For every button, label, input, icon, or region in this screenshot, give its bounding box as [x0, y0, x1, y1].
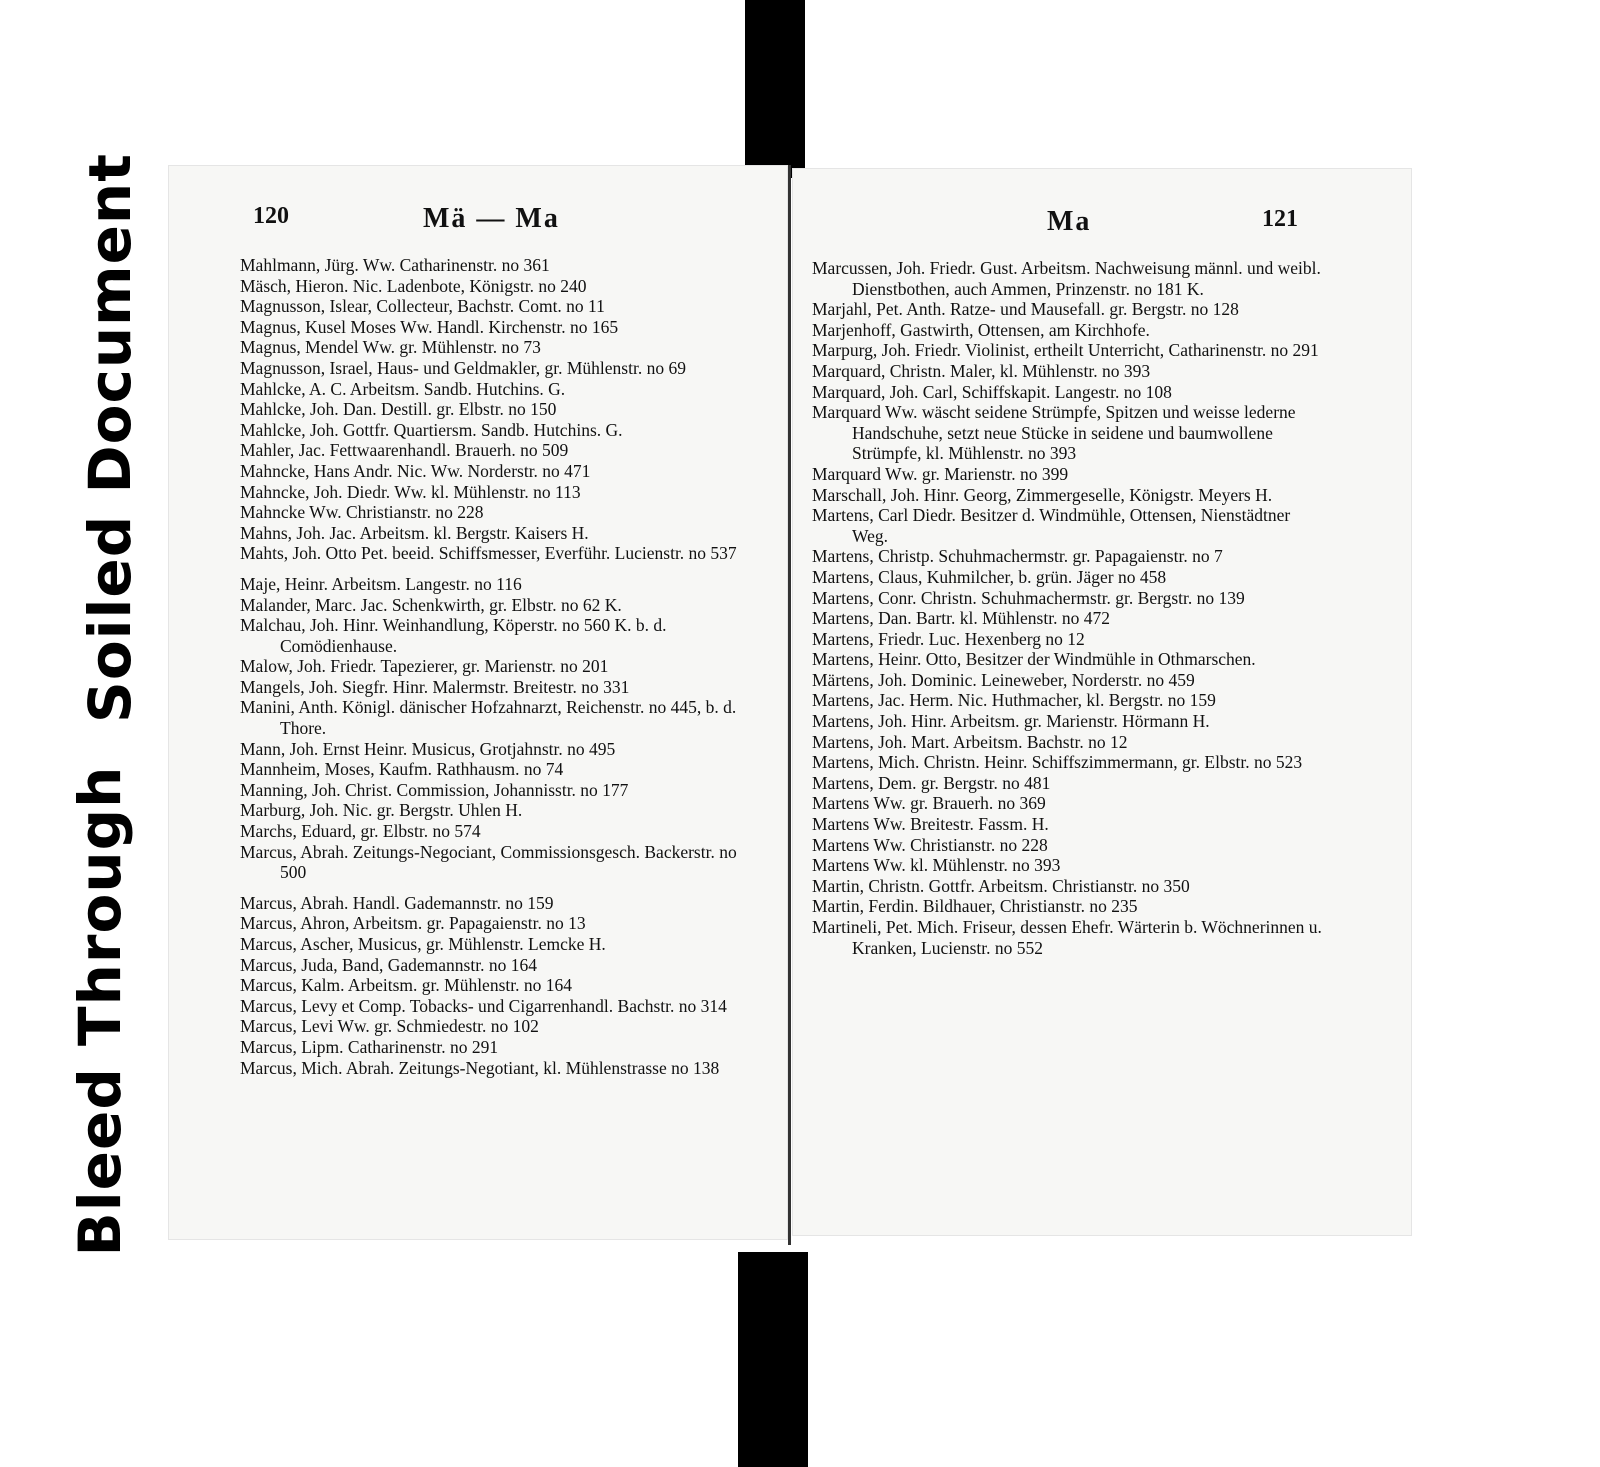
- directory-entry: Martens, Dem. gr. Bergstr. no 481: [812, 772, 1051, 793]
- directory-entry: Mahlcke, Joh. Gottfr. Quartiersm. Sandb. Hutchins. G.: [240, 419, 623, 440]
- directory-entry: Mäsch, Hieron. Nic. Ladenbote, Königstr. no 240: [240, 275, 587, 296]
- directory-entry: Marcus, Lipm. Catharinenstr. no 291: [240, 1036, 499, 1057]
- directory-entry: Manini, Anth. Königl. dänischer Hofzahnarzt, Reichenstr. no 445, b. d. Thore.: [240, 697, 737, 739]
- side-label-bottom: [45, 765, 155, 1257]
- binding-bar-top: [745, 0, 805, 178]
- directory-entry: Martens, Joh. Hinr. Arbeitsm. gr. Marienstr. Hörmann H.: [812, 711, 1210, 732]
- directory-entry: Mahler, Jac. Fettwaarenhandl. Brauerh. no 509: [240, 440, 569, 461]
- right-page-number: 121: [1262, 206, 1298, 232]
- directory-entry: Magnusson, Islear, Collecteur, Bachstr. Comt. no 11: [240, 296, 605, 317]
- bleed-through-label: Bleed Through: [66, 765, 134, 1257]
- directory-entry: Marcus, Abrah. Handl. Gademannstr. no 159: [240, 892, 554, 913]
- right-entry-list: [812, 258, 1322, 958]
- directory-entry: Martens Ww. kl. Mühlenstr. no 393: [812, 855, 1061, 876]
- directory-entry: Malander, Marc. Jac. Schenkwirth, gr. Elbstr. no 62 K.: [240, 594, 622, 615]
- right-page: [792, 168, 1412, 1236]
- directory-entry: Mahncke Ww. Christianstr. no 228: [240, 502, 484, 523]
- directory-entry: Martens, Friedr. Luc. Hexenberg no 12: [812, 628, 1085, 649]
- directory-entry: Mahts, Joh. Otto Pet. beeid. Schiffsmesser, Everführ. Lucienstr. no 537: [240, 543, 737, 564]
- left-page: [168, 165, 788, 1240]
- directory-entry: Magnus, Mendel Ww. gr. Mühlenstr. no 73: [240, 337, 541, 358]
- directory-entry: Martens, Claus, Kuhmilcher, b. grün. Jäger no 458: [812, 566, 1167, 587]
- directory-entry: Marchs, Eduard, gr. Elbstr. no 574: [240, 821, 481, 842]
- directory-entry: Mahlcke, A. C. Arbeitsm. Sandb. Hutchins. G.: [240, 378, 566, 399]
- directory-entry: Martens, Christp. Schuhmachermstr. gr. Papagaienstr. no 7: [812, 546, 1223, 567]
- right-page-header: [792, 206, 1412, 246]
- side-label-top: [55, 152, 165, 723]
- directory-entry: Marburg, Joh. Nic. gr. Bergstr. Uhlen H.: [240, 800, 523, 821]
- directory-entry: Marcus, Levi Ww. gr. Schmiedestr. no 102: [240, 1016, 539, 1037]
- directory-entry: Martens, Joh. Mart. Arbeitsm. Bachstr. no 12: [812, 731, 1128, 752]
- directory-entry: Marcus, Abrah. Zeitungs-Negociant, Commissionsgesch. Backerstr. no 500: [240, 841, 737, 883]
- directory-entry: Mann, Joh. Ernst Heinr. Musicus, Grotjahnstr. no 495: [240, 738, 616, 759]
- directory-entry: Marcus, Ascher, Musicus, gr. Mühlenstr. Lemcke H.: [240, 934, 606, 954]
- directory-entry: Martin, Christn. Gottfr. Arbeitsm. Christianstr. no 350: [812, 875, 1190, 896]
- directory-entry: Mahncke, Hans Andr. Nic. Ww. Norderstr. no 471: [240, 460, 591, 481]
- left-page-header: [168, 203, 788, 243]
- right-running-head: Ma: [1047, 206, 1092, 237]
- directory-entry: Mahns, Joh. Jac. Arbeitsm. kl. Bergstr. Kaisers H.: [240, 522, 589, 543]
- directory-entry: Marquard, Christn. Maler, kl. Mühlenstr. no 393: [812, 360, 1151, 381]
- directory-entry: Mahlmann, Jürg. Ww. Catharinenstr. no 361: [240, 255, 550, 275]
- directory-entry: Martens, Conr. Christn. Schuhmachermstr. gr. Bergstr. no 139: [812, 587, 1245, 608]
- directory-entry: Marcus, Juda, Band, Gademannstr. no 164: [240, 954, 537, 975]
- directory-entry: Martineli, Pet. Mich. Friseur, dessen Ehefr. Wärterin b. Wöchnerinnen u. Kranken, Lucienstr. no 552: [812, 917, 1322, 958]
- directory-entry: Martens, Mich. Christn. Heinr. Schiffszimmermann, gr. Elbstr. no 523: [812, 752, 1303, 773]
- directory-entry: Mahncke, Joh. Diedr. Ww. kl. Mühlenstr. no 113: [240, 481, 581, 502]
- directory-entry: Martens Ww. Christianstr. no 228: [812, 834, 1048, 855]
- directory-entry: Mannheim, Moses, Kaufm. Rathhausm. no 74: [240, 759, 564, 780]
- left-page-number: 120: [253, 203, 289, 229]
- directory-entry: Manning, Joh. Christ. Commission, Johannisstr. no 177: [240, 779, 629, 800]
- directory-entry: Märtens, Joh. Dominic. Leineweber, Norderstr. no 459: [812, 669, 1195, 690]
- left-running-head: Mä — Ma: [423, 203, 560, 234]
- directory-entry: Marcus, Mich. Abrah. Zeitungs-Negotiant, kl. Mühlenstrasse no 138: [240, 1057, 720, 1078]
- directory-entry: Marjenhoff, Gastwirth, Ottensen, am Kirchhofe.: [812, 319, 1150, 340]
- directory-entry: Malow, Joh. Friedr. Tapezierer, gr. Marienstr. no 201: [240, 656, 609, 677]
- book-spine: [788, 165, 791, 1245]
- directory-entry: Martens, Heinr. Otto, Besitzer der Windmühle in Othmarschen.: [812, 649, 1256, 670]
- directory-entry: Malchau, Joh. Hinr. Weinhandlung, Köperstr. no 560 K. b. d. Comödienhause.: [240, 615, 667, 656]
- directory-entry: Marquard Ww. gr. Marienstr. no 399: [812, 463, 1069, 484]
- directory-entry: Marcus, Kalm. Arbeitsm. gr. Mühlenstr. no 164: [240, 975, 572, 996]
- directory-entry: Marquard Ww. wäscht seidene Strümpfe, Spitzen und weisse lederne Handschuhe, setzt neue Stücke in seidene und baumwollene Strümpfe, kl. Mühlenstr. no 393: [812, 402, 1296, 464]
- directory-entry: Marcus, Levy et Comp. Tobacks- und Cigarrenhandl. Bachstr. no 314: [240, 995, 727, 1016]
- directory-entry: Martens Ww. Breitestr. Fassm. H.: [812, 814, 1049, 835]
- soiled-document-label: Soiled Document: [76, 152, 144, 723]
- directory-entry: Martens, Jac. Herm. Nic. Huthmacher, kl. Bergstr. no 159: [812, 690, 1216, 711]
- directory-entry: Martens, Dan. Bartr. kl. Mühlenstr. no 472: [812, 608, 1110, 629]
- directory-entry: Mahlcke, Joh. Dan. Destill. gr. Elbstr. no 150: [240, 399, 557, 420]
- directory-entry: Martens Ww. gr. Brauerh. no 369: [812, 793, 1046, 814]
- left-entry-list: [240, 255, 740, 1078]
- directory-entry: Marjahl, Pet. Anth. Ratze- und Mausefall. gr. Bergstr. no 128: [812, 299, 1239, 320]
- directory-entry: Magnusson, Israel, Haus- und Geldmakler, gr. Mühlenstr. no 69: [240, 357, 686, 378]
- directory-entry: Martens, Carl Diedr. Besitzer d. Windmühle, Ottensen, Nienstädtner Weg.: [812, 505, 1291, 546]
- directory-entry: Marpurg, Joh. Friedr. Violinist, ertheilt Unterricht, Catharinenstr. no 291: [812, 340, 1319, 361]
- binding-bar-bottom: [738, 1252, 808, 1467]
- directory-entry: Maje, Heinr. Arbeitsm. Langestr. no 116: [240, 573, 522, 594]
- directory-entry: Mangels, Joh. Siegfr. Hinr. Malermstr. Breitestr. no 331: [240, 676, 630, 697]
- directory-entry: Martin, Ferdin. Bildhauer, Christianstr. no 235: [812, 896, 1138, 917]
- directory-entry: Marquard, Joh. Carl, Schiffskapit. Langestr. no 108: [812, 381, 1172, 402]
- directory-entry: Marschall, Joh. Hinr. Georg, Zimmergeselle, Königstr. Meyers H.: [812, 484, 1273, 505]
- directory-entry: Magnus, Kusel Moses Ww. Handl. Kirchenstr. no 165: [240, 316, 619, 337]
- directory-entry: Marcussen, Joh. Friedr. Gust. Arbeitsm. Nachweisung männl. und weibl. Dienstbothen, auch Ammen, Prinzenstr. no 181 K.: [812, 258, 1321, 299]
- directory-entry: Marcus, Ahron, Arbeitsm. gr. Papagaienstr. no 13: [240, 913, 586, 934]
